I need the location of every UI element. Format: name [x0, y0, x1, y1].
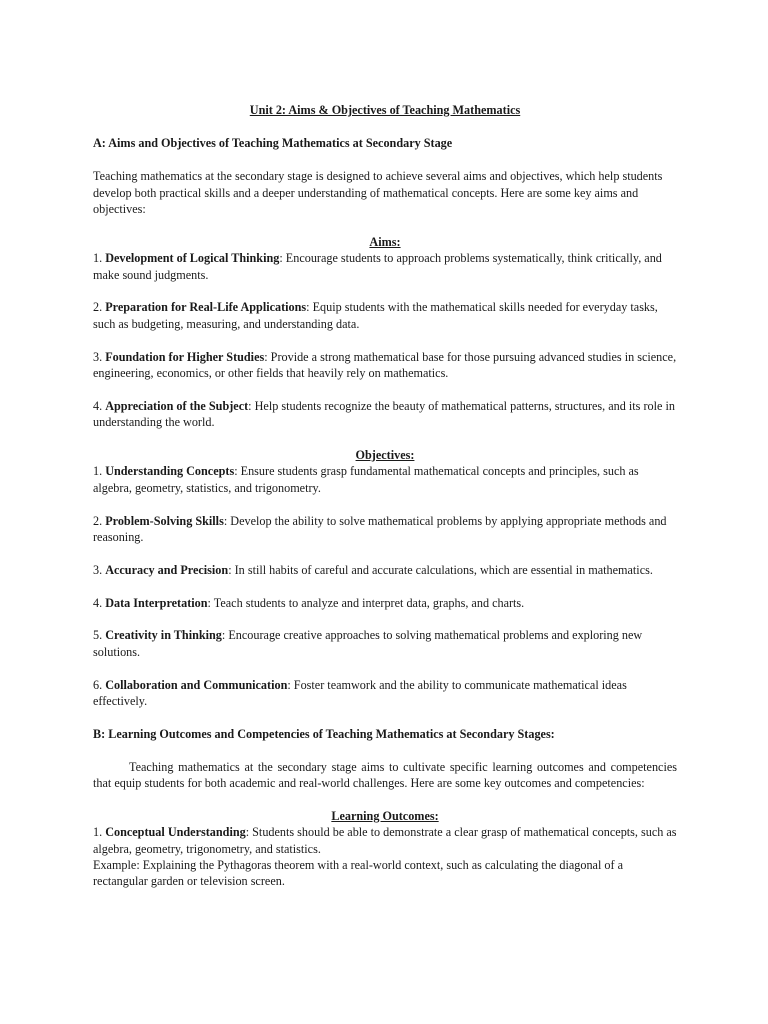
objective-item: 4. Data Interpretation: Teach students to analyze and interpret data, graphs, and charts.: [93, 595, 525, 610]
objective-item: 5. Creativity in Thinking: Encourage creative approaches to solving mathematical problems and exploring new solutions.: [93, 628, 643, 659]
objective-item: 2. Problem-Solving Skills: Develop the ability to solve mathematical problems by applying appropriate methods and reasoning.: [93, 513, 667, 545]
learning-outcomes-heading: Learning Outcomes:: [331, 808, 439, 823]
objective-item: 3. Accuracy and Precision: In still habits of careful and accurate calculations, which are essential in mathematics.: [93, 562, 653, 577]
objective-item: 1. Understanding Concepts: Ensure students grasp fundamental mathematical concepts and principles, such as algebra, geometry, statistics, and trigonometry.: [93, 464, 639, 495]
outcome-item: 1. Conceptual Understanding: Students should be able to demonstrate a clear grasp of mathematical concepts, such as algebra, geometry, trigonometry, and statistics.: [93, 825, 677, 856]
document-body: [93, 102, 677, 890]
outcome-example: Example: Explaining the Pythagoras theorem with a real-world context, such as calculating the diagonal of a rectangular garden or television screen.: [93, 858, 623, 889]
section-b-intro: Teaching mathematics at the secondary stage aims to cultivate specific learning outcomes and competencies that equip students for both academic and real-world challenges. Here are some key outcomes and competencies:: [93, 759, 677, 791]
aims-heading: Aims:: [369, 234, 401, 249]
objectives-heading: Objectives:: [355, 448, 415, 463]
aim-item: 3. Foundation for Higher Studies: Provide a strong mathematical base for those pursuing advanced studies in science, engineering, economics, or other fields that heavily rely on mathematics.: [93, 349, 677, 381]
section-a-intro: Teaching mathematics at the secondary stage is designed to achieve several aims and objectives, which help students develop both practical skills and a deeper understanding of mathematical concepts. Here are some key aims and objectives:: [93, 169, 663, 217]
objective-item: 6. Collaboration and Communication: Foster teamwork and the ability to communicate mathematical ideas effectively.: [93, 677, 627, 709]
aim-item: 4. Appreciation of the Subject: Help students recognize the beauty of mathematical patterns, structures, and its role in understanding the world.: [93, 398, 675, 430]
section-b-heading: B: Learning Outcomes and Competencies of Teaching Mathematics at Secondary Stages:: [93, 726, 555, 741]
aim-item: 1. Development of Logical Thinking: Encourage students to approach problems systematically, think critically, and make sound judgments.: [93, 251, 662, 282]
page-title: Unit 2: Aims & Objectives of Teaching Mathematics: [249, 103, 521, 117]
section-a-heading: A: Aims and Objectives of Teaching Mathematics at Secondary Stage: [93, 136, 453, 151]
aim-item: 2. Preparation for Real-Life Applications: Equip students with the mathematical skills needed for everyday tasks, such as budgeting, measuring, and understanding data.: [93, 300, 658, 331]
